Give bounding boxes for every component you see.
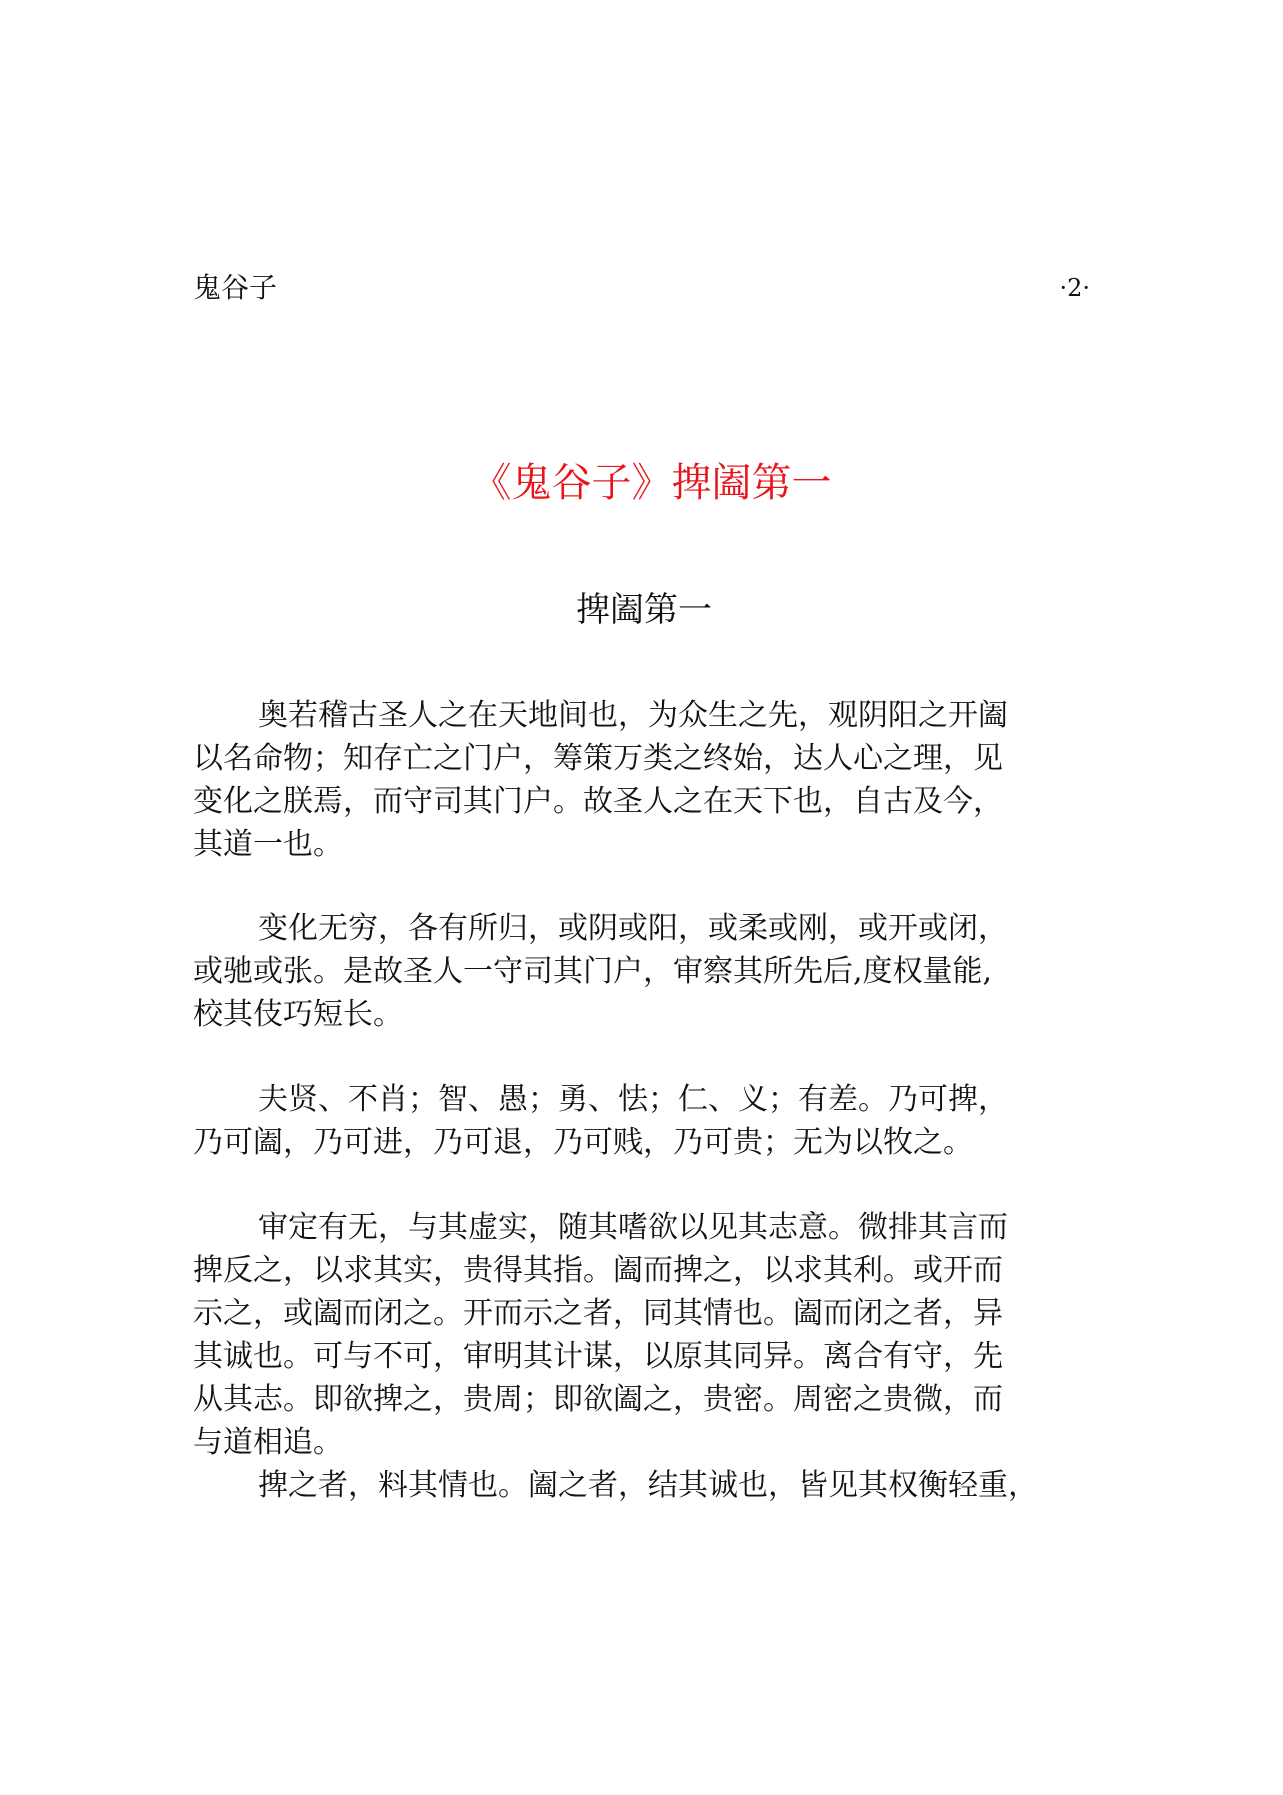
paragraph-line: 变化之朕焉，而守司其门户。故圣人之在天下也，自古及今， [193, 784, 1003, 819]
paragraph-2 [193, 907, 1093, 1036]
section-title: 捭阖第一 [576, 590, 712, 630]
paragraph-line: 其道一也。 [193, 827, 343, 862]
paragraph-line: 与道相追。 [193, 1425, 343, 1460]
paragraph-line: 奥若稽古圣人之在天地间也，为众生之先，观阴阳之开阖 [258, 698, 1008, 733]
paragraph-1 [193, 694, 1093, 866]
paragraph-line: 乃可阖，乃可进，乃可退，乃可贱，乃可贵；无为以牧之。 [193, 1125, 973, 1160]
paragraph-line: 变化无穷，各有所归，或阴或阳，或柔或刚，或开或闭， [258, 911, 1008, 946]
paragraph-line: 夫贤、不肖；智、愚；勇、怯；仁、义；有差。乃可捭， [258, 1082, 1008, 1117]
header-page-number: ·2· [1059, 274, 1090, 302]
running-header [193, 268, 1090, 308]
paragraph-line: 捭之者，料其情也。阖之者，结其诚也，皆见其权衡轻重， [258, 1468, 1038, 1503]
paragraph-line: 从其志。即欲捭之，贵周；即欲阖之，贵密。周密之贵微，而 [193, 1382, 1003, 1417]
header-book-title: 鬼谷子 [193, 271, 278, 304]
paragraph-4 [193, 1206, 1093, 1464]
paragraph-5 [193, 1464, 1093, 1507]
paragraph-line: 其诚也。可与不可，审明其计谋，以原其同异。离合有守，先 [193, 1339, 1003, 1374]
paragraph-line: 示之，或阖而闭之。开而示之者，同其情也。阖而闭之者，异 [193, 1296, 1003, 1331]
paragraph-3 [193, 1078, 1093, 1164]
paragraph-line: 捭反之，以求其实，贵得其指。阖而捭之，以求其利。或开而 [193, 1253, 1003, 1288]
chapter-title: 《鬼谷子》捭阖第一 [471, 460, 832, 506]
paragraph-line: 或驰或张。是故圣人一守司其门户，审察其所先后,度权量能, [193, 954, 993, 989]
paragraph-line: 以名命物；知存亡之门户，筹策万类之终始，达人心之理，见 [193, 741, 1003, 776]
paragraph-line: 审定有无，与其虚实，随其嗜欲以见其志意。微排其言而 [258, 1210, 1008, 1245]
paragraph-line: 校其伎巧短长。 [193, 997, 403, 1032]
